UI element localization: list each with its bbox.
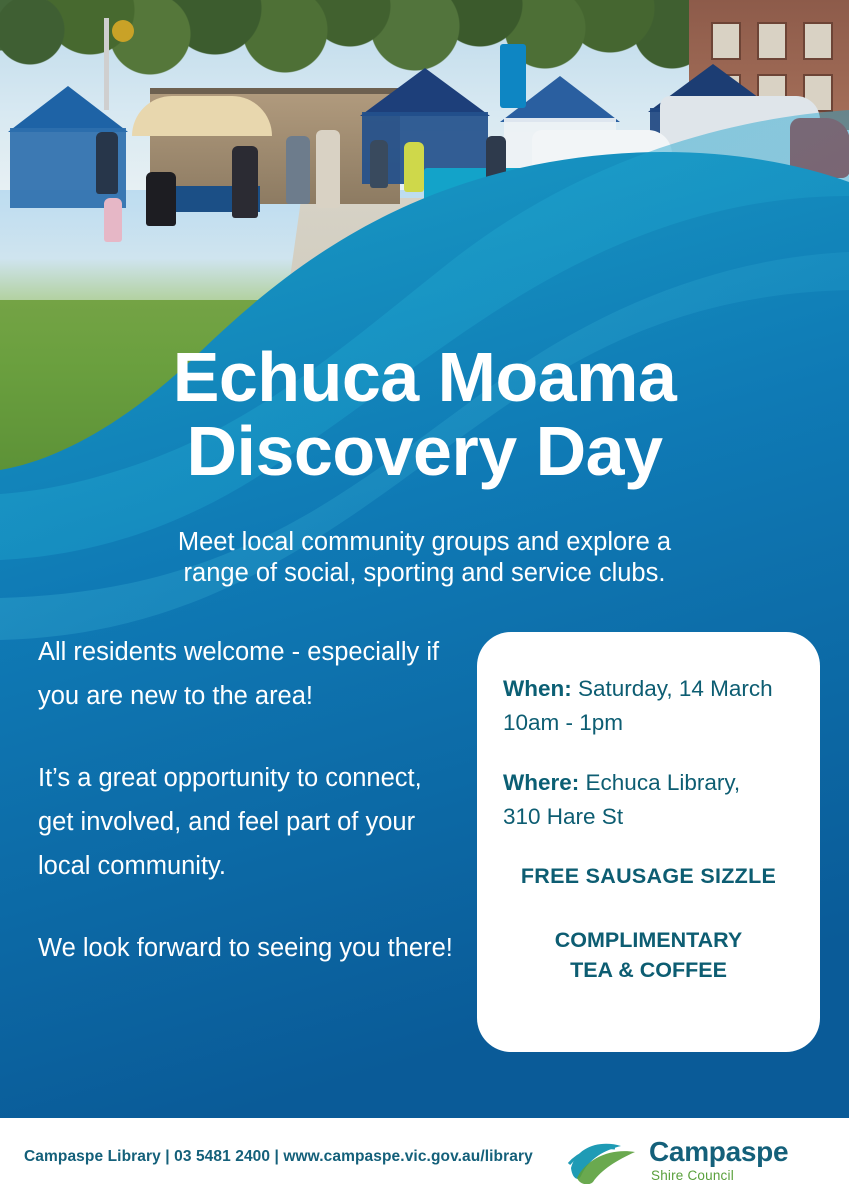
free-sausage-sizzle: FREE SAUSAGE SIZZLE — [520, 864, 777, 888]
campaspe-logo — [567, 1132, 827, 1190]
spacer — [503, 740, 794, 766]
event-details-card — [477, 632, 820, 1052]
footer — [0, 1118, 849, 1200]
campaspe-leaf-icon — [567, 1138, 639, 1184]
logo-subtitle: Shire Council — [651, 1168, 734, 1183]
subheading-line-2: range of social, sporting and service clubs. — [183, 559, 666, 587]
footer-contact: Campaspe Library | 03 5481 2400 | www.campaspe.vic.gov.au/library — [24, 1148, 533, 1165]
where-value: Echuca Library, — [585, 770, 741, 795]
page-title — [0, 340, 849, 488]
headline-line-2: Discovery Day — [186, 412, 663, 490]
when-value: Saturday, 14 March — [578, 676, 773, 701]
body-paragraph-2: It’s a great opportunity to connect, get involved, and feel part of your local community. — [38, 764, 422, 880]
where-value-line-2: 310 Hare St — [503, 804, 624, 829]
when-label: When: — [503, 676, 572, 701]
when-value-line-2: 10am - 1pm — [503, 710, 624, 735]
headline-line-1: Echuca Moama — [172, 338, 677, 416]
subheading-line-1: Meet local community groups and explore a — [177, 528, 672, 556]
subheading — [0, 527, 849, 589]
logo-wordmark: Campaspe — [649, 1136, 789, 1167]
body-paragraph-1: All residents welcome - especially if you are new to the area! — [38, 638, 440, 710]
when-row — [503, 672, 794, 706]
where-row — [503, 766, 794, 800]
where-label: Where: — [503, 770, 580, 795]
body-copy — [38, 630, 458, 970]
complimentary-line-1: COMPLIMENTARY — [554, 928, 743, 952]
body-paragraph-3: We look forward to seeing you there! — [38, 934, 453, 962]
complimentary-line-2: TEA & COFFEE — [570, 958, 727, 982]
complimentary-refreshments — [503, 925, 794, 985]
